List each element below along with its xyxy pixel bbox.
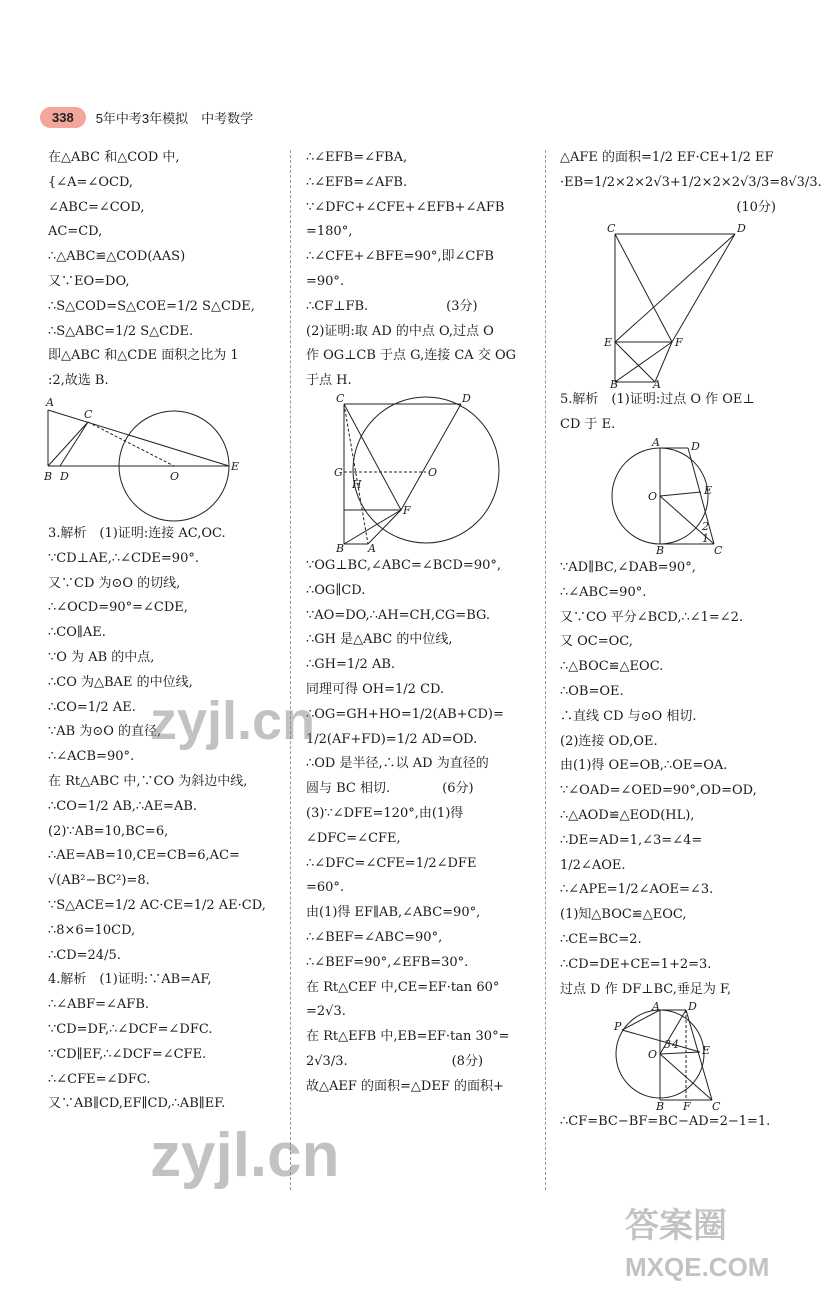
figure-label: B — [656, 1100, 665, 1114]
text-line: 在 Rt△CEF 中,CE=EF·tan 60° — [306, 979, 500, 995]
figure-label: A — [46, 395, 54, 409]
text-line: 于点 H. — [306, 373, 352, 389]
text-line: ∵∠DFC+∠CFE+∠EFB+∠AFB — [306, 199, 505, 215]
text-line: ∵OG⊥BC,∠ABC=∠BCD=90°, — [306, 557, 501, 573]
text-line: 3.解析 (1)证明:连接 AC,OC. — [48, 525, 226, 541]
figure-label: E — [604, 336, 613, 350]
book-title: 5年中考3年模拟 中考数学 — [95, 110, 254, 126]
text-line: ∴AE=AB=10,CE=CB=6,AC= — [48, 848, 240, 864]
text-block — [306, 146, 536, 394]
figure-label: A — [368, 541, 376, 555]
text-line: ∴∠EFB=∠FBA, — [306, 150, 408, 165]
text-line: ∴CE=BC=2. — [560, 931, 642, 947]
text-line: (2)∵AB=10,BC=6, — [48, 823, 169, 839]
text-line: {∠A=∠OCD, — [48, 174, 134, 190]
figure-label: A — [652, 1000, 660, 1014]
text-line: (3)∵∠DFE=120°,由(1)得 — [306, 805, 464, 821]
text-block — [560, 1110, 790, 1135]
figure-label: B — [336, 541, 345, 555]
text-line: ∴∠ABC=90°. — [560, 584, 647, 600]
text-line: ∵CD∥EF,∴∠DCF=∠CFE. — [48, 1046, 207, 1062]
text-line: 在 Rt△EFB 中,EB=EF·tan 30°= — [306, 1029, 510, 1045]
text-line: ∴OB=OE. — [560, 683, 624, 699]
text-line: ∵AD∥BC,∠DAB=90°, — [560, 559, 696, 575]
text-line: ∴∠DFC=∠CFE=1/2∠DFE — [306, 855, 477, 871]
geometry-figure-q4-area — [560, 220, 760, 392]
text-line: ∴CO=1/2 AB,∴AE=AB. — [48, 798, 198, 814]
page-number: 338 — [40, 107, 86, 128]
text-line: ∴∠OCD=90°=∠CDE, — [48, 600, 188, 616]
figure-label: O — [648, 489, 658, 503]
text-line: ∵O 为 AB 的中点, — [48, 649, 155, 665]
figure-label: C — [714, 543, 723, 557]
text-line: 作 OG⊥CB 于点 G,连接 CA 交 OG — [306, 348, 516, 364]
figure-label: 3 — [664, 1038, 671, 1052]
figure-label: A — [652, 435, 660, 449]
watermark: zyjl.cn — [150, 1121, 340, 1190]
text-line: △AFE 的面积=1/2 EF·CE+1/2 EF — [560, 150, 774, 165]
geometry-figure-q5-2 — [560, 1000, 760, 1114]
figure-label: F — [403, 503, 411, 517]
figure-label: H — [352, 477, 362, 491]
text-line: 4.解析 (1)证明:∵AB=AF, — [48, 972, 212, 988]
geometry-figure-q4 — [306, 391, 516, 555]
text-line: 在 Rt△ABC 中,∵CO 为斜边中线, — [48, 773, 248, 789]
figure-label: B — [44, 469, 53, 483]
text-line: 1/2∠AOE. — [560, 857, 626, 873]
text-line: ∴CO=1/2 AE. — [48, 699, 136, 715]
text-line: ∴∠APE=1/2∠AOE=∠3. — [560, 882, 714, 898]
text-line: ∴∠CFE+∠BFE=90°,即∠CFB — [306, 249, 494, 265]
figure-label: 4 — [672, 1038, 679, 1052]
text-line: CD 于 E. — [560, 417, 616, 433]
text-line: 5.解析 (1)证明:过点 O 作 OE⊥ — [560, 392, 755, 408]
text-line: ∴OG=GH+HO=1/2(AB+CD)= — [306, 706, 504, 722]
text-line: :2,故选 B. — [48, 373, 109, 389]
figure-label: D — [691, 439, 700, 453]
text-line: =180°, — [306, 224, 353, 240]
figure-label: E — [704, 483, 713, 497]
text-line: ∴OD 是半径,∴以 AD 为直径的 — [306, 756, 489, 772]
text-line: ∴CD=DE+CE=1+2=3. — [560, 956, 712, 972]
figure-label: F — [675, 336, 683, 350]
text-line: ∴∠ACB=90°. — [48, 749, 135, 765]
text-line: 又∵CO 平分∠BCD,∴∠1=∠2. — [560, 609, 744, 625]
text-line: ∴CD=24/5. — [48, 947, 121, 963]
column-3 — [560, 146, 822, 1135]
text-line: ∴S△COD=S△COE=1/2 S△CDE, — [48, 298, 255, 314]
text-line: √(AB²−BC²)=8. — [48, 873, 150, 889]
text-line: 同理可得 OH=1/2 CD. — [306, 681, 445, 697]
text-line: ∴CF=BC−BF=BC−AD=2−1=1. — [560, 1114, 771, 1130]
watermark: 答案圈 — [625, 1207, 727, 1245]
text-line: ∴∠BEF=90°,∠EFB=30°. — [306, 954, 469, 970]
text-line: ∴∠ABF=∠AFB. — [48, 997, 150, 1013]
text-line: ∵∠OAD=∠OED=90°,OD=OD, — [560, 783, 757, 799]
text-line: ∴△ABC≌△COD(AAS) — [48, 249, 186, 265]
text-line: ∴∠CFE=∠DFC. — [48, 1071, 151, 1087]
figure-label: E — [231, 459, 240, 473]
text-line: ∴CO∥AE. — [48, 625, 106, 641]
figure-label: O — [170, 469, 180, 483]
text-line: 又∵CD 为⊙O 的切线, — [48, 575, 181, 591]
figure-label: 1 — [702, 531, 709, 545]
text-line: ∴S△ABC=1/2 S△CDE. — [48, 323, 194, 339]
text-line: ∴OG∥CD. — [306, 582, 366, 598]
text-block — [306, 554, 536, 1100]
figure-label: A — [653, 378, 661, 392]
text-line: (1)知△BOC≌△EOC, — [560, 907, 687, 923]
figure-label: B — [610, 378, 619, 392]
text-line: 1/2(AF+FD)=1/2 AD=OD. — [306, 731, 478, 747]
figure-label: C — [712, 1100, 721, 1114]
figure-label: E — [702, 1044, 711, 1058]
column-divider — [545, 150, 546, 1190]
text-line: 故△AEF 的面积=△DEF 的面积+ — [306, 1078, 504, 1094]
text-line: ∴CO 为△BAE 的中位线, — [48, 674, 193, 690]
text-line: ∵AO=DO,∴AH=CH,CG=BG. — [306, 607, 491, 623]
text-block — [560, 388, 790, 438]
column-1 — [44, 146, 278, 1117]
text-line: (10分) — [736, 199, 776, 215]
figure-label: G — [334, 465, 343, 479]
text-line: 2√3/3. (8分) — [306, 1053, 484, 1069]
figure-label: P — [614, 1020, 622, 1034]
text-line: 由(1)得 OE=OB,∴OE=OA. — [560, 758, 728, 774]
text-line: ·EB=1/2×2×2√3+1/2×2×2√3/3=8√3/3. — [560, 174, 822, 190]
text-line: ∴DE=AD=1,∠3=∠4= — [560, 832, 703, 848]
text-line: 又∵AB∥CD,EF∥CD,∴AB∥EF. — [48, 1096, 226, 1112]
figure-label: O — [428, 465, 438, 479]
column-divider — [290, 150, 291, 1190]
text-line: ∵CD=DF,∴∠DCF=∠DFC. — [48, 1021, 213, 1037]
text-line: =2√3. — [306, 1004, 346, 1020]
text-line: ∴CF⊥FB. (3分) — [306, 298, 478, 314]
text-line: ∠DFC=∠CFE, — [306, 830, 401, 846]
text-line: =60°. — [306, 880, 345, 896]
text-line: ∠ABC=∠COD, — [48, 199, 145, 215]
text-line: =90°. — [306, 273, 345, 289]
text-line: ∴GH=1/2 AB. — [306, 657, 396, 673]
text-line: ∴△AOD≌△EOD(HL), — [560, 807, 695, 823]
text-line: ∴GH 是△ABC 的中位线, — [306, 632, 453, 648]
text-block — [560, 146, 822, 220]
text-line: 圆与 BC 相切. (6分) — [306, 781, 474, 797]
figure-label: O — [648, 1048, 658, 1062]
column-2 — [306, 146, 536, 1100]
figure-label: D — [462, 391, 471, 405]
text-line: ∴8×6=10CD, — [48, 922, 136, 938]
watermark: MXQE.COM — [625, 1252, 770, 1282]
text-line: (2)证明:取 AD 的中点 O,过点 O — [306, 323, 494, 339]
figure-label: C — [336, 391, 345, 405]
text-line: ∴△BOC≌△EOC. — [560, 659, 664, 675]
figure-label: D — [737, 222, 746, 236]
text-line: ∴∠BEF=∠ABC=90°, — [306, 929, 443, 945]
figure-label: C — [84, 407, 93, 421]
text-block — [48, 522, 278, 1117]
text-line: 即△ABC 和△CDE 面积之比为 1 — [48, 348, 239, 364]
watermark: zyjl.cn — [150, 691, 316, 751]
text-line: 由(1)得 EF∥AB,∠ABC=90°, — [306, 905, 481, 921]
text-line: 又 OC=OC, — [560, 634, 633, 650]
figure-label: C — [607, 222, 616, 236]
figure-label: B — [656, 543, 665, 557]
text-line: (2)连接 OD,OE. — [560, 733, 658, 749]
text-line: ∵S△ACE=1/2 AC·CE=1/2 AE·CD, — [48, 897, 266, 913]
page-header — [40, 104, 253, 130]
text-line: ∵AB 为⊙O 的直径, — [48, 724, 162, 740]
text-line: 又∵EO=DO, — [48, 273, 130, 289]
figure-label: D — [688, 1000, 697, 1014]
text-line: ∴直线 CD 与⊙O 相切. — [560, 708, 697, 724]
text-line: 过点 D 作 DF⊥BC,垂足为 F, — [560, 981, 732, 997]
text-line: 在△ABC 和△COD 中, — [48, 150, 180, 165]
text-line: ∴∠EFB=∠AFB. — [306, 174, 408, 190]
text-block — [560, 556, 790, 1002]
text-line: AC=CD, — [48, 224, 103, 240]
text-line: ∵CD⊥AE,∴∠CDE=90°. — [48, 550, 199, 566]
figure-label: 2 — [702, 519, 709, 533]
figure-label: D — [60, 469, 69, 483]
geometry-figure-q2 — [44, 394, 248, 522]
geometry-figure-q5-1 — [560, 435, 760, 557]
text-block — [48, 146, 278, 394]
figure-label: F — [683, 1100, 691, 1114]
